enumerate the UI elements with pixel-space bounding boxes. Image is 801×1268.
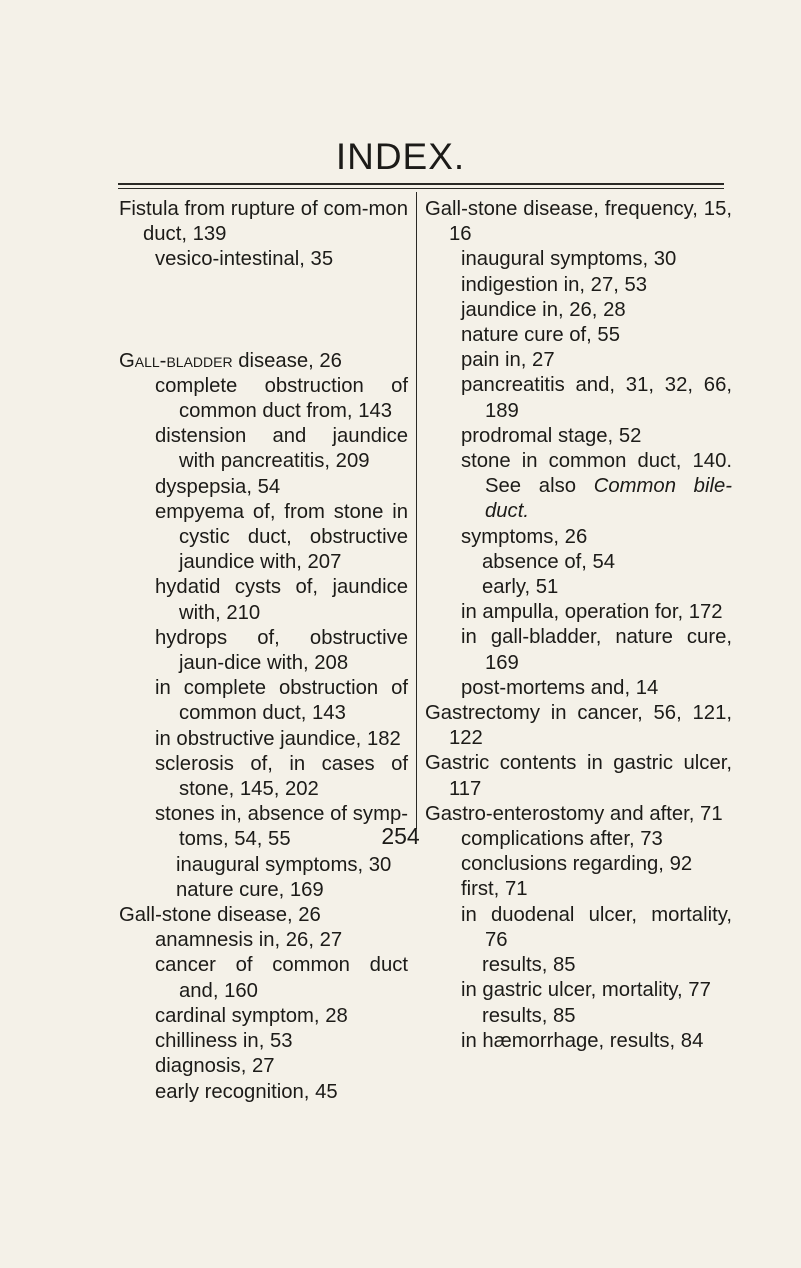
entry-text: cancer of common duct and, 160 [155, 954, 408, 1002]
index-entry [119, 1029, 408, 1054]
index-entry [425, 525, 732, 550]
entry-text: prodromal stage, 52 [461, 424, 642, 447]
index-entry [119, 928, 408, 953]
entry-text: complications after, 73 [461, 828, 663, 851]
index-entry [119, 953, 408, 1003]
entry-text: symptoms, 26 [461, 525, 588, 548]
index-entry [119, 903, 408, 928]
entry-text: absence of, 54 [482, 550, 616, 573]
index-entry [425, 575, 732, 600]
entry-text: in obstructive jaundice, 182 [155, 727, 401, 750]
entry-text: vesico-intestinal, 35 [155, 248, 334, 271]
index-entry [119, 676, 408, 726]
index-entry [119, 349, 408, 374]
entry-heading: Gall-bladder [119, 349, 233, 372]
index-entry [425, 625, 732, 675]
entry-text: Gall-stone disease, 26 [119, 904, 321, 927]
entry-text: empyema of, from stone in cystic duct, obstructive jaundice with, 207 [155, 500, 408, 574]
page-title: INDEX. [335, 136, 466, 177]
index-entry [119, 500, 408, 576]
index-entry [119, 575, 408, 625]
index-entry [425, 953, 732, 978]
index-entry [425, 1029, 732, 1054]
index-entry [425, 903, 732, 953]
index-entry [119, 475, 408, 500]
header-rule-thick [118, 183, 724, 185]
entry-text: post-mortems and, 14 [461, 676, 659, 699]
index-entry [119, 374, 408, 424]
entry-text: pancreatitis and, 31, 32, 66, 189 [461, 374, 732, 422]
entry-text: results, 85 [482, 954, 576, 977]
entry-text: results, 85 [482, 1004, 576, 1027]
entry-text: Gastrectomy in cancer, 56, 121, 122 [425, 702, 732, 750]
entry-text: inaugural symptoms, 30 [176, 853, 392, 876]
index-column-left [119, 197, 408, 1105]
index-column-right [425, 197, 732, 1054]
entry-text: nature cure of, 55 [461, 324, 620, 347]
entry-text: hydatid cysts of, jaundice with, 210 [155, 576, 408, 624]
entry-text: complete obstruction of common duct from, 143 [155, 374, 408, 423]
index-entry [119, 878, 408, 903]
entry-cross-reference: Common bile-duct. [485, 475, 733, 523]
index-entry [425, 273, 732, 298]
entry-text: indigestion in, 27, 53 [461, 273, 648, 296]
entry-text: in gastric ulcer, mortality, 77 [461, 979, 711, 1002]
index-entry [425, 373, 732, 423]
entry-text: hydrops of, obstructive jaun-dice with, 208 [155, 626, 408, 675]
page-number: 254 [381, 823, 420, 849]
index-entry [119, 1080, 408, 1105]
index-entry [425, 247, 732, 272]
index-entry [425, 877, 732, 902]
entry-text: early, 51 [482, 576, 559, 599]
index-entry [119, 1054, 408, 1079]
index-entry [119, 626, 408, 676]
index-entry [119, 247, 408, 272]
entry-text: in duodenal ulcer, mortality, 76 [461, 903, 732, 951]
index-entry [425, 550, 732, 575]
entry-text: jaundice in, 26, 28 [461, 298, 626, 321]
index-entry [425, 701, 732, 751]
entry-text: early recognition, 45 [155, 1080, 338, 1103]
index-entry [425, 978, 732, 1003]
entry-text: in ampulla, operation for, 172 [461, 601, 723, 624]
entry-text: disease, 26 [232, 349, 342, 372]
entry-text: Gall-stone disease, frequency, 15, 16 [425, 198, 732, 246]
index-entry [425, 676, 732, 701]
index-entry [425, 1004, 732, 1029]
entry-text: pain in, 27 [461, 349, 555, 372]
header-rule-thin [118, 188, 724, 189]
index-entry [425, 600, 732, 625]
index-entry [119, 853, 408, 878]
entry-text: nature cure, 169 [176, 878, 324, 901]
entry-text: in complete obstruction of common duct, 143 [155, 677, 408, 725]
index-entry [425, 852, 732, 877]
entry-text: distension and jaundice with pancreatitis, 209 [155, 425, 408, 473]
entry-text: stone in common duct, 140. See also [461, 450, 732, 498]
entry-text: sclerosis of, in cases of stone, 145, 202 [155, 752, 408, 801]
entry-text: Fistula from rupture of com-mon duct, 139 [119, 198, 408, 246]
entry-text: inaugural symptoms, 30 [461, 248, 677, 271]
entry-text: first, 71 [461, 878, 528, 901]
entry-text: Gastric contents in gastric ulcer, 117 [425, 752, 732, 800]
entry-text: dyspepsia, 54 [155, 475, 281, 498]
index-entry [425, 348, 732, 373]
index-entry [425, 298, 732, 323]
entry-text: conclusions regarding, 92 [461, 853, 693, 876]
entry-text: in hæmorrhage, results, 84 [461, 1029, 704, 1052]
column-divider [416, 192, 417, 829]
index-entry [119, 197, 408, 247]
entry-text: diagnosis, 27 [155, 1055, 275, 1078]
index-entry [425, 424, 732, 449]
entry-text: stones in, absence of symp-toms, 54, 55 [155, 803, 408, 851]
index-entry [425, 449, 732, 525]
entry-text: chilliness in, 53 [155, 1030, 293, 1053]
index-entry [119, 752, 408, 802]
index-entry [119, 424, 408, 474]
index-entry [425, 323, 732, 348]
entry-text: cardinal symptom, 28 [155, 1004, 348, 1027]
index-entry [119, 1004, 408, 1029]
entry-text: Gastro-enterostomy and after, 71 [425, 802, 723, 825]
index-entry [425, 197, 732, 247]
index-entry [425, 751, 732, 801]
entry-text: anamnesis in, 26, 27 [155, 929, 343, 952]
index-entry [119, 727, 408, 752]
entry-text: in gall-bladder, nature cure, 169 [461, 626, 732, 674]
